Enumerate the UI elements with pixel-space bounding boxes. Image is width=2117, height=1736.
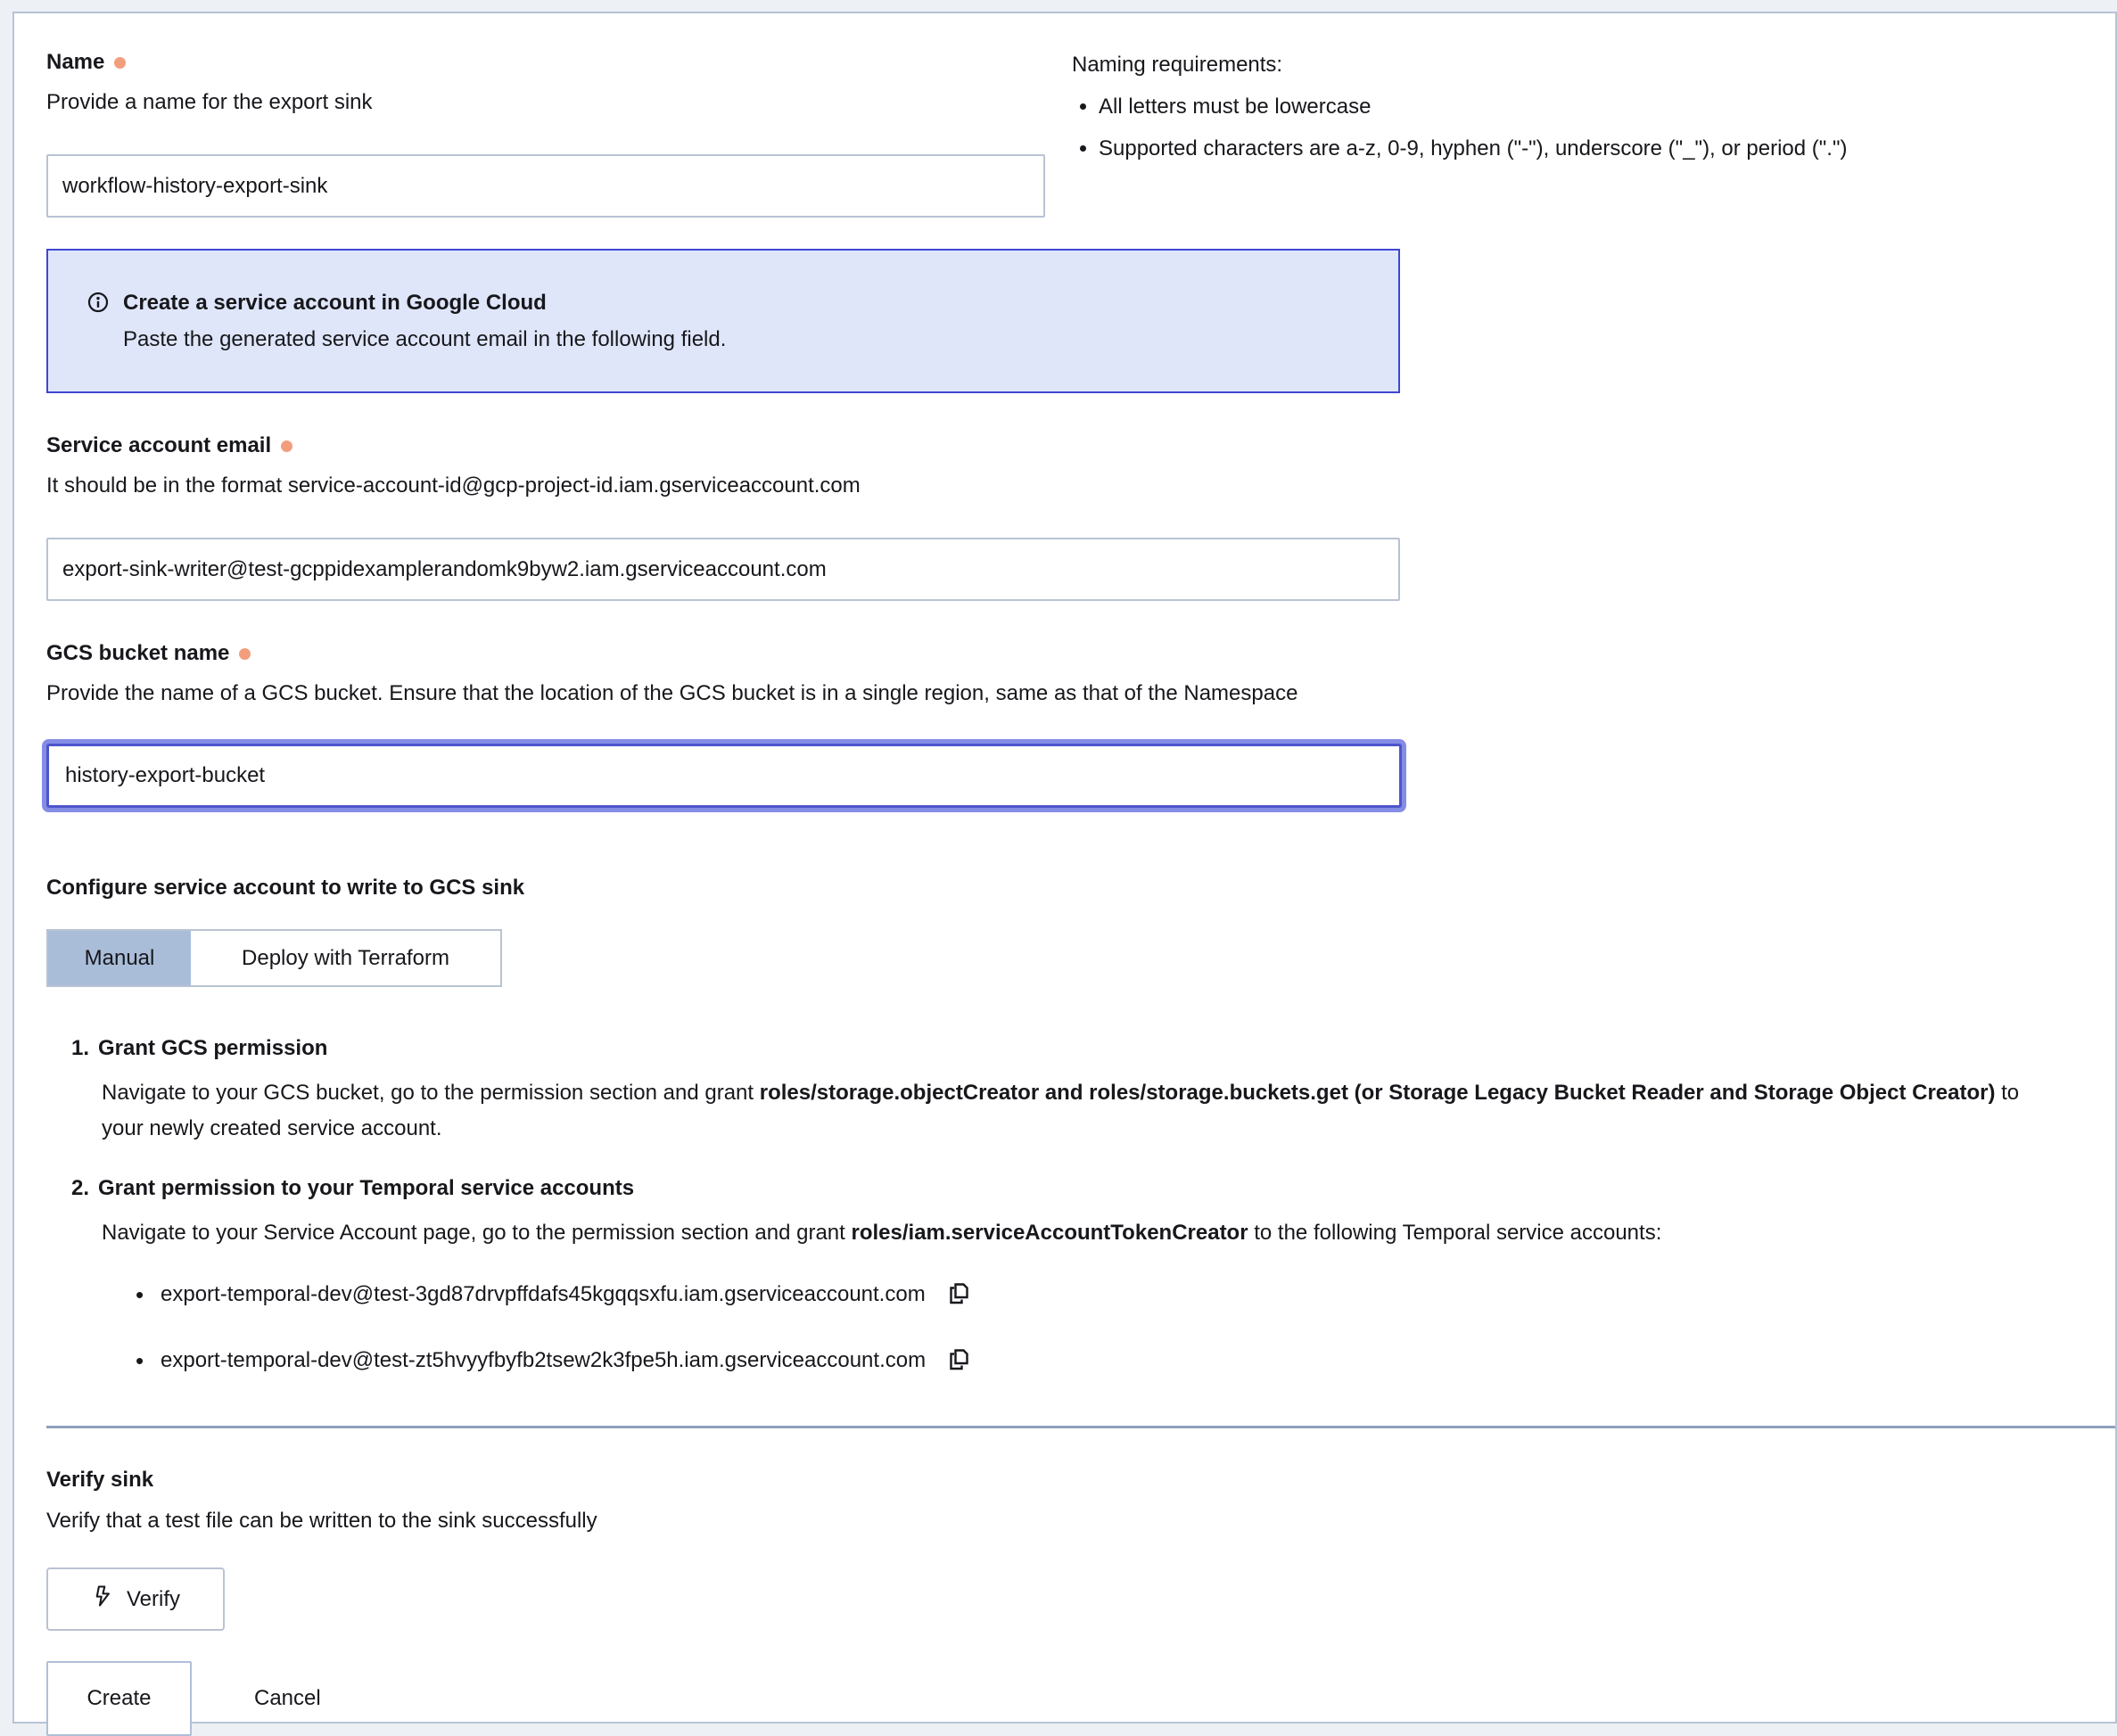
create-button[interactable] bbox=[46, 1661, 192, 1736]
copy-icon bbox=[945, 1346, 972, 1376]
verify-sink-title: Verify sink bbox=[46, 1468, 154, 1492]
step2-body: Navigate to your Service Account page, go to the permission section and grant roles/iam.serviceAccountTokenCreator to the following Temporal service accounts: bbox=[102, 1221, 1662, 1245]
name-label: Name bbox=[46, 50, 105, 74]
cancel-button-label: Cancel bbox=[254, 1686, 321, 1710]
info-banner-text bbox=[123, 289, 726, 354]
configure-heading: Configure service account to write to GCS sink bbox=[46, 876, 525, 900]
gcs-bucket-description: Provide the name of a GCS bucket. Ensure that the location of the GCS bucket is in a single region, same as that of the Namespace bbox=[46, 681, 1298, 705]
verify-sink-description: Verify that a test file can be written to the sink successfully bbox=[46, 1509, 597, 1533]
step1-body: Navigate to your GCS bucket, go to the permission section and grant roles/storage.objectCreator and roles/storage.buckets.get (or Storage Legacy Bucket Reader and Storage Object Creator) to your newly created service account. bbox=[102, 1081, 2020, 1140]
name-row bbox=[46, 49, 2069, 218]
copy-button[interactable] bbox=[945, 1280, 972, 1310]
sink-name-input[interactable] bbox=[46, 154, 1045, 218]
info-banner-subtitle: Paste the generated service account email in the following field. bbox=[123, 326, 727, 351]
step2-number: 2. bbox=[71, 1176, 90, 1200]
export-sink-form-card bbox=[12, 12, 2117, 1724]
gcs-bucket-group bbox=[46, 640, 2069, 808]
service-account-info-banner bbox=[46, 249, 1400, 393]
tab-manual[interactable]: Manual bbox=[48, 931, 191, 985]
step1-title: Grant GCS permission bbox=[98, 1036, 328, 1060]
verify-button[interactable] bbox=[46, 1567, 225, 1631]
name-field-group bbox=[46, 49, 1045, 218]
name-label-row bbox=[46, 49, 1045, 76]
name-description: Provide a name for the export sink bbox=[46, 90, 373, 114]
required-dot-icon bbox=[239, 648, 251, 660]
step1-number: 1. bbox=[71, 1036, 90, 1060]
form-actions bbox=[46, 1661, 2069, 1736]
gcs-bucket-name-input[interactable] bbox=[46, 744, 1402, 808]
section-divider bbox=[46, 1426, 2115, 1428]
step2-title-row bbox=[71, 1173, 2069, 1203]
required-dot-icon bbox=[114, 57, 126, 69]
lightning-icon bbox=[91, 1584, 114, 1614]
naming-requirements bbox=[1072, 49, 2069, 163]
temporal-account-email: export-temporal-dev@test-3gd87drvpffdafs45kgqqsxfu.iam.gserviceaccount.com bbox=[161, 1282, 926, 1306]
copy-icon bbox=[945, 1280, 972, 1310]
info-circle-icon bbox=[87, 292, 109, 354]
required-dot-icon bbox=[281, 440, 292, 452]
service-account-email-description: It should be in the format service-account-id@gcp-project-id.iam.gserviceaccount.com bbox=[46, 473, 861, 498]
create-button-label: Create bbox=[86, 1686, 152, 1710]
info-banner-title: Create a service account in Google Cloud bbox=[123, 290, 547, 315]
temporal-account-row bbox=[136, 1345, 2069, 1376]
gcs-bucket-label: GCS bucket name bbox=[46, 641, 230, 665]
temporal-account-email: export-temporal-dev@test-zt5hvyyfbyfb2tsew2k3fpe5h.iam.gserviceaccount.com bbox=[161, 1348, 927, 1372]
service-account-email-input[interactable] bbox=[46, 538, 1400, 601]
temporal-account-row bbox=[136, 1279, 2069, 1310]
step2-title: Grant permission to your Temporal service accounts bbox=[98, 1176, 635, 1200]
naming-requirements-list bbox=[1072, 92, 2060, 163]
bullet-icon: • bbox=[136, 1346, 144, 1374]
bullet-icon: • bbox=[136, 1280, 144, 1308]
manual-steps bbox=[46, 1033, 2069, 1376]
service-account-email-label-row bbox=[46, 432, 2069, 459]
naming-requirement-item: • All letters must be lowercase bbox=[1099, 92, 2060, 121]
step1-title-row bbox=[71, 1033, 2069, 1063]
verify-button-label: Verify bbox=[126, 1586, 181, 1611]
service-account-email-label: Service account email bbox=[46, 433, 272, 457]
naming-requirements-title: Naming requirements: bbox=[1072, 53, 1283, 77]
gcs-bucket-label-row bbox=[46, 640, 2069, 667]
service-account-email-group bbox=[46, 432, 2069, 601]
cancel-button[interactable] bbox=[254, 1661, 321, 1736]
configure-tab-group bbox=[46, 929, 502, 987]
copy-button[interactable] bbox=[945, 1346, 972, 1376]
tab-deploy-with-terraform[interactable]: Deploy with Terraform bbox=[191, 931, 500, 985]
naming-requirement-item: • Supported characters are a-z, 0-9, hyphen ("-"), underscore ("_"), or period (".") bbox=[1099, 134, 2060, 163]
